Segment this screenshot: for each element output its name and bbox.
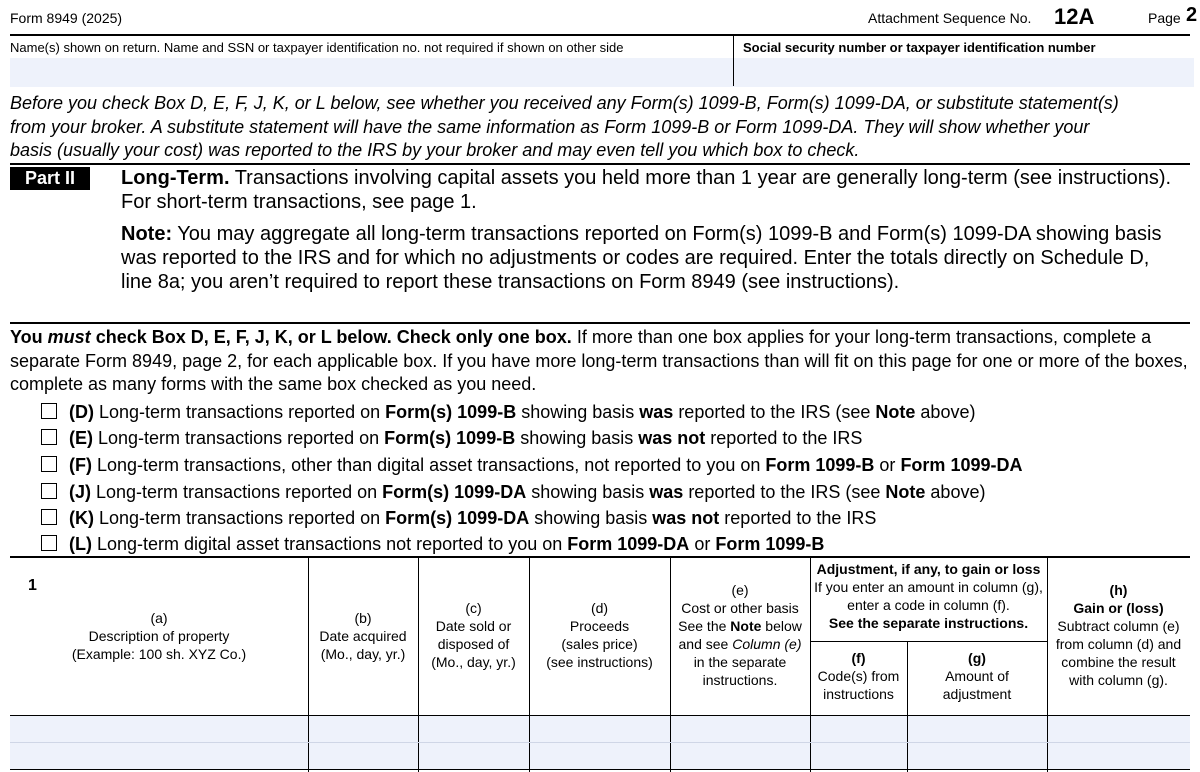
col-e-header: (e) Cost or other basis See the Note below and see Column (e) in the separate instructions. xyxy=(678,582,802,688)
form-header xyxy=(10,0,1198,36)
name-ssn-row xyxy=(10,36,1190,87)
box-d-label: (D) Long-term transactions reported on Form(s) 1099-B showing basis was reported to the IRS (see Note above) xyxy=(69,402,976,422)
part-title: Long-Term. xyxy=(121,167,230,189)
box-e-checkbox[interactable] xyxy=(41,429,57,445)
table-row[interactable] xyxy=(10,716,1190,742)
box-k-label: (K) Long-term transactions reported on Form(s) 1099-DA showing basis was not reported to the IRS xyxy=(69,508,877,528)
col-c-header: (c) Date sold or disposed of (Mo., day, yr.) xyxy=(431,600,516,670)
box-j-checkbox[interactable] xyxy=(41,483,57,499)
name-label: Name(s) shown on return. Name and SSN or taxpayer identification no. not required if shown on other side xyxy=(10,40,624,55)
must-you: You xyxy=(10,327,48,347)
box-d-checkbox[interactable] xyxy=(41,403,57,419)
ssn-input[interactable] xyxy=(734,58,1194,87)
col-divider xyxy=(308,557,309,772)
note-label: Note: xyxy=(121,223,173,245)
part-note xyxy=(121,222,1181,294)
table-row[interactable] xyxy=(10,743,1190,769)
box-k-checkbox[interactable] xyxy=(41,509,57,525)
part-description xyxy=(121,166,1181,214)
col-d-header: (d) Proceeds (sales price) (see instructions) xyxy=(546,600,653,670)
line-number: 1 xyxy=(28,577,37,594)
must-emphasis: must xyxy=(47,327,91,347)
box-l-label: (L) Long-term digital asset transactions not reported to you on Form 1099-DA or Form 1099-B xyxy=(69,534,825,554)
col-h-header: (h) Gain or (loss) Subtract column (e) from column (d) and combine the result with column (g). xyxy=(1055,582,1182,688)
row-divider xyxy=(10,769,1190,770)
must-rest: If more than one box applies for your long-term transactions, complete a separate Form 8949, page 2, for each applicable box. If you have more long-term transactions than will fit on this page for one or more of the boxes, complete as many forms with the same box checked as you need. xyxy=(10,327,1188,394)
attachment-label: Attachment Sequence No. xyxy=(868,10,1032,26)
attachment-sequence: 12A xyxy=(1054,4,1095,29)
intro-line: Before you check Box D, E, F, J, K, or L below, see whether you received any Form(s) 1099-B, Form(s) 1099-DA, or substitute statement(s) xyxy=(10,93,1119,113)
part-badge: Part II xyxy=(10,167,90,190)
row-divider xyxy=(10,742,1190,743)
form-id: Form 8949 (2025) xyxy=(10,10,123,26)
box-f-checkbox[interactable] xyxy=(41,456,57,472)
transactions-table xyxy=(10,557,1190,772)
page-number: 2 xyxy=(1186,4,1198,26)
check-instructions xyxy=(10,326,1192,397)
name-input[interactable] xyxy=(10,58,736,87)
ssn-label: Social security number or taxpayer identification number xyxy=(743,40,1096,55)
row-divider xyxy=(10,715,1190,716)
box-f-label: (F) Long-term transactions, other than digital asset transactions, not reported to you on Form 1099-B or Form 1099-DA xyxy=(69,455,1023,475)
col-a-header: (a) Description of property (Example: 100 sh. XYZ Co.) xyxy=(71,610,247,662)
note-text: You may aggregate all long-term transactions reported on Form(s) 1099-B and Form(s) 1099-DA showing basis was reported to the IRS and for which no adjustments or codes are required. Enter the totals directly on Schedule D, line 8a; you aren’t required to report these transactions on Form 8949 (see instructions). xyxy=(121,223,1162,293)
intro-line: basis (usually your cost) was reported to the IRS by your broker and may even tell you which box to check. xyxy=(10,140,860,160)
intro-paragraph xyxy=(10,92,1192,163)
adjustment-header: Adjustment, if any, to gain or loss If you enter an amount in column (g), enter a code in column (f). See the separate instructions. xyxy=(814,561,1043,631)
intro-line: from your broker. A substitute statement will have the same information as Form 1099-B or Form 1099-DA. They will show whether your xyxy=(10,116,1090,137)
divider xyxy=(10,322,1190,324)
col-g-header: (g) Amount of adjustment xyxy=(942,650,1012,702)
divider xyxy=(10,163,1190,165)
box-l-checkbox[interactable] xyxy=(41,535,57,551)
box-e-label: (E) Long-term transactions reported on Form(s) 1099-B showing basis was not reported to the IRS xyxy=(69,428,863,448)
page-label: Page xyxy=(1148,10,1181,26)
box-j-label: (J) Long-term transactions reported on Form(s) 1099-DA showing basis was reported to the IRS (see Note above) xyxy=(69,482,986,502)
col-f-header: (f) Code(s) from instructions xyxy=(817,650,900,702)
row-divider xyxy=(810,641,1047,642)
col-b-header: (b) Date acquired (Mo., day, yr.) xyxy=(319,610,407,662)
must-check: check Box D, E, F, J, K, or L below. Check only one box. xyxy=(90,327,572,347)
part-desc: Transactions involving capital assets you held more than 1 year are generally long-term (see instructions). For short-term transactions, see page 1. xyxy=(121,167,1172,213)
